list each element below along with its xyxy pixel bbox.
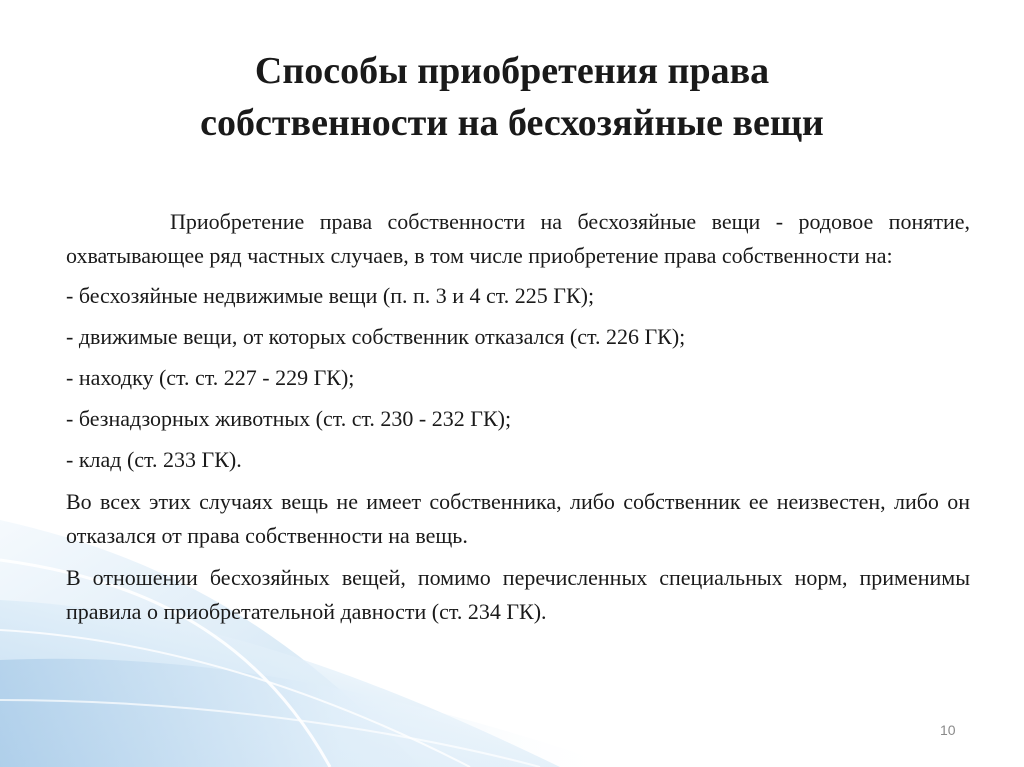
list-item: - находку (ст. ст. 227 - 229 ГК); (66, 365, 355, 390)
intro-paragraph: Приобретение права собственности на бесхозяйные вещи - родовое понятие, охватывающее ряд частных случаев, в том числе приобретение права собственности на: (66, 209, 970, 268)
title-line-2: собственности на бесхозяйные вещи (200, 102, 824, 144)
list-item: - клад (ст. 233 ГК). (66, 447, 242, 472)
page-title (0, 45, 1024, 149)
list-item: - безнадзорных животных (ст. ст. 230 - 232 ГК); (66, 406, 512, 431)
list-item: - движимые вещи, от которых собственник отказался (ст. 226 ГК); (66, 324, 686, 349)
list-item: - бесхозяйные недвижимые вещи (п. п. 3 и 4 ст. 225 ГК); (66, 283, 595, 308)
slide-body (66, 205, 970, 629)
page-number: 10 (940, 722, 956, 738)
title-line-1: Способы приобретения права (254, 50, 770, 92)
summary-paragraph: Во всех этих случаях вещь не имеет собственника, либо собственник ее неизвестен, либо он отказался от права собственности на вещь. (66, 489, 970, 548)
note-paragraph: В отношении бесхозяйных вещей, помимо перечисленных специальных норм, применимы правила о приобретательной давности (ст. 234 ГК). (66, 565, 970, 624)
